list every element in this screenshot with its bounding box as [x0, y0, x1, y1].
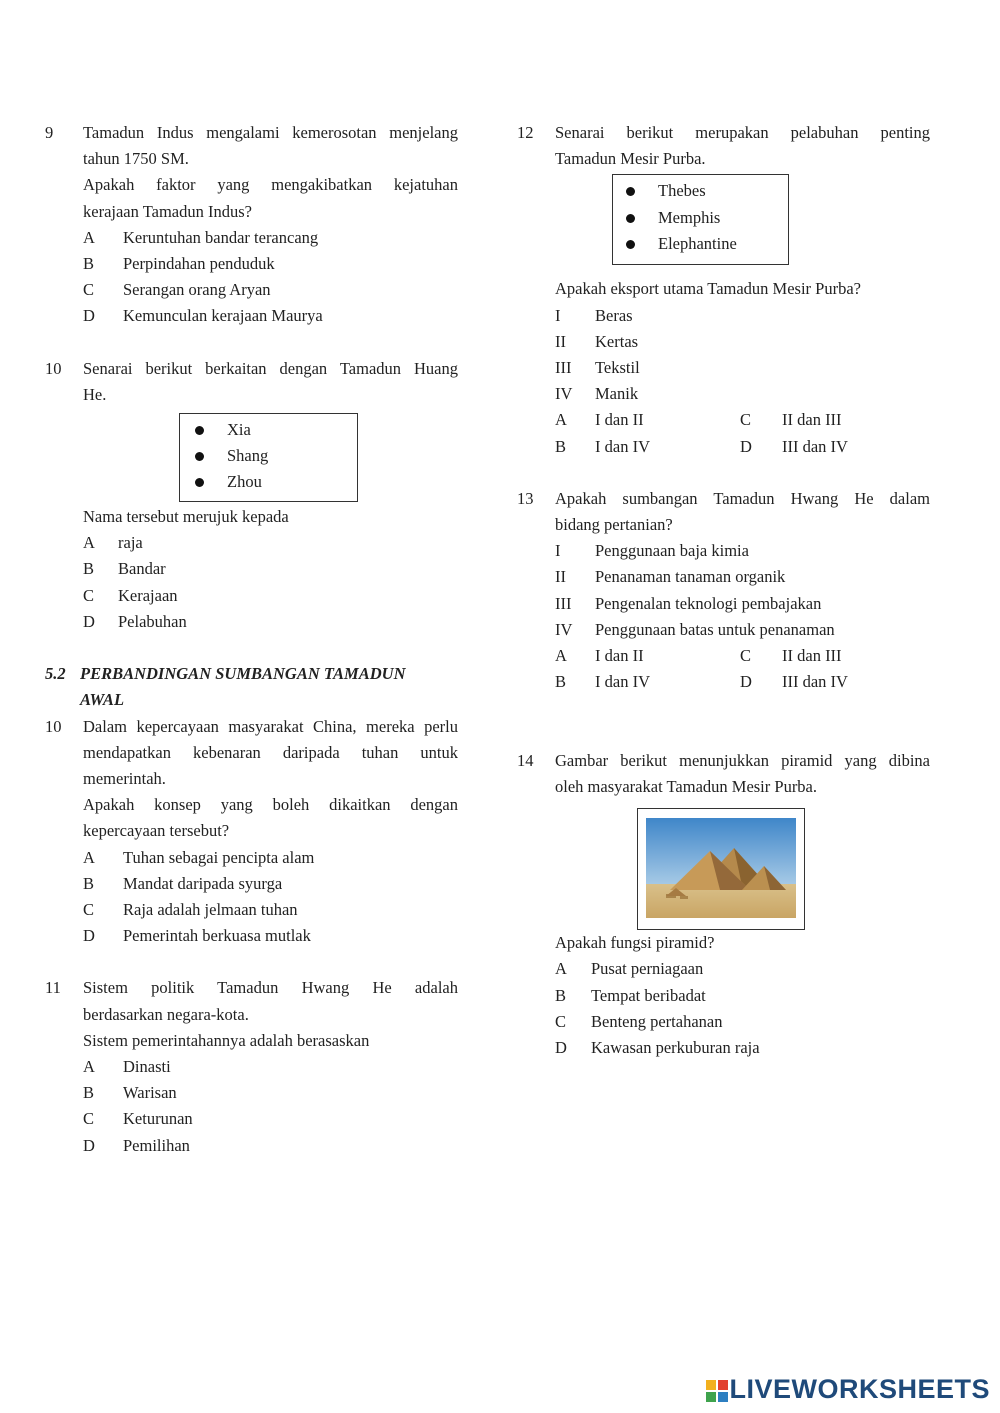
option-b[interactable]: B Mandat daripada syurga [83, 873, 283, 893]
option-d[interactable]: D Pemerintah berkuasa mutlak [83, 926, 311, 946]
question-number: 10 [45, 358, 62, 378]
question-prompt: Apakah eksport utama Tamadun Mesir Purba? [555, 279, 861, 299]
list-item: Zhou [180, 469, 357, 495]
list-item: Memphis [613, 205, 788, 231]
question-stem: berdasarkan negara-kota. [83, 1004, 249, 1024]
question-number: 14 [517, 750, 534, 770]
question-14 [517, 748, 930, 1061]
option-c[interactable]: C Kerajaan [83, 585, 178, 605]
bullet-icon [626, 240, 635, 249]
question-prompt: Nama tersebut merujuk kepada [83, 507, 289, 527]
question-prompt: kerajaan Tamadun Indus? [83, 201, 252, 221]
option-a[interactable]: A raja [83, 533, 143, 553]
question-prompt: Apakah fungsi piramid? [555, 933, 715, 953]
list-item: Xia [180, 417, 357, 443]
roman-item: II Kertas [555, 331, 639, 351]
option-c[interactable]: C Keturunan [83, 1109, 193, 1129]
liveworksheets-brand[interactable]: LIVEWORKSHEETS [729, 1374, 990, 1404]
option-c[interactable]: C Raja adalah jelmaan tuhan [83, 899, 298, 919]
section-heading: 5.2 PERBANDINGAN SUMBANGAN TAMADUN AWAL [45, 664, 406, 710]
roman-item: IV Manik [555, 384, 639, 404]
bullet-icon [195, 426, 204, 435]
question-stem: memerintah. [83, 768, 166, 788]
pyramid-image [646, 818, 796, 918]
question-number: 13 [517, 488, 534, 508]
list-item: Shang [180, 443, 357, 469]
option-a[interactable]: A Dinasti [83, 1057, 171, 1076]
option-d[interactable]: D Kemunculan kerajaan Maurya [83, 306, 323, 326]
option-c[interactable]: C Benteng pertahanan [555, 1011, 723, 1031]
question-stem: Senarai berikut merupakan pelabuhan penting [555, 123, 930, 142]
option-b[interactable]: B Tempat beribadat [555, 985, 706, 1005]
left-column [45, 120, 458, 1159]
question-13: 13 Apakah sumbangan Tamadun Hwang He dalam bidang pertanian? I Penggunaan baja kimia II Penanaman tanaman organik III Pengenalan teknologi pembajakan IV Penggunaan batas untuk penanaman A I dan II C II dan III B I dan IV D III dan IV [517, 486, 930, 696]
roman-item: IV Penggunaan batas untuk penanaman [555, 619, 835, 639]
question-stem: Tamadun Indus mengalami kemerosotan menjelang [83, 123, 458, 142]
roman-item: III Tekstil [555, 357, 640, 377]
option-b[interactable]: B Perpindahan penduduk [83, 253, 275, 273]
question-stem: He. [83, 384, 107, 404]
option-a[interactable]: A Pusat perniagaan [555, 959, 704, 979]
bullet-icon [626, 187, 635, 196]
liveworksheets-logo-icon [706, 1380, 728, 1402]
question-number: 10 [45, 716, 62, 736]
option-d[interactable]: D Pemilihan [83, 1135, 190, 1155]
question-prompt: Apakah konsep yang boleh dikaitkan dengan [83, 795, 458, 815]
question-prompt: kepercayaan tersebut? [83, 821, 230, 841]
pyramid-image-frame [637, 808, 805, 930]
question-number: 11 [45, 978, 61, 998]
bullet-icon [626, 214, 635, 223]
question-stem: oleh masyarakat Tamadun Mesir Purba. [555, 776, 818, 796]
question-stem: Senarai berikut berkaitan dengan Tamadun Huang [83, 358, 458, 378]
question-stem: Sistem politik Tamadun Hwang He adalah [83, 978, 458, 998]
dynasty-list-box [179, 413, 358, 502]
question-prompt: Sistem pemerintahannya adalah berasaskan [83, 1030, 370, 1050]
question-stem: Apakah sumbangan Tamadun Hwang He dalam [555, 488, 930, 508]
question-stem: Dalam kepercayaan masyarakat China, mereka perlu [83, 716, 458, 736]
roman-item: I Penggunaan baja kimia [555, 541, 749, 561]
question-10-china [45, 714, 458, 950]
list-item: Elephantine [613, 231, 788, 257]
question-9 [45, 120, 458, 330]
question-11 [45, 975, 458, 1158]
option-d[interactable]: D Kawasan perkuburan raja [555, 1037, 760, 1057]
question-12: 12 Senarai berikut merupakan pelabuhan penting Tamadun Mesir Purba. Thebes Memphis Elephantine Apakah eksport utama Tamadun Mesir Purba? I Beras II Kertas III Tekstil IV Manik A I dan II C II dan III B I dan IV D III dan IV [517, 120, 930, 460]
right-column [517, 120, 930, 1061]
question-number: 12 [517, 123, 534, 142]
roman-item: II Penanaman tanaman organik [555, 567, 786, 587]
question-stem: bidang pertanian? [555, 515, 673, 535]
option-a[interactable]: A Tuhan sebagai pencipta alam [83, 847, 315, 867]
roman-item: I Beras [555, 305, 633, 325]
question-stem: Tamadun Mesir Purba. [555, 149, 706, 169]
option-b[interactable]: B Warisan [83, 1083, 177, 1103]
question-number: 9 [45, 123, 54, 142]
roman-item: III Pengenalan teknologi pembajakan [555, 593, 822, 613]
option-d[interactable]: D Pelabuhan [83, 611, 187, 631]
option-b[interactable]: B Bandar [83, 559, 166, 579]
list-item: Thebes [613, 178, 788, 204]
question-stem: mendapatkan kebenaran daripada tuhan untuk [83, 742, 458, 762]
question-prompt: Apakah faktor yang mengakibatkan kejatuhan [83, 175, 458, 195]
port-list-box [612, 174, 789, 265]
bullet-icon [195, 478, 204, 487]
option-a[interactable]: A Keruntuhan bandar terancang [83, 227, 319, 247]
bullet-icon [195, 452, 204, 461]
question-10-huang-he [45, 356, 458, 635]
question-stem: tahun 1750 SM. [83, 149, 189, 169]
question-stem: Gambar berikut menunjukkan piramid yang dibina [555, 750, 930, 770]
option-c[interactable]: C Serangan orang Aryan [83, 280, 271, 300]
